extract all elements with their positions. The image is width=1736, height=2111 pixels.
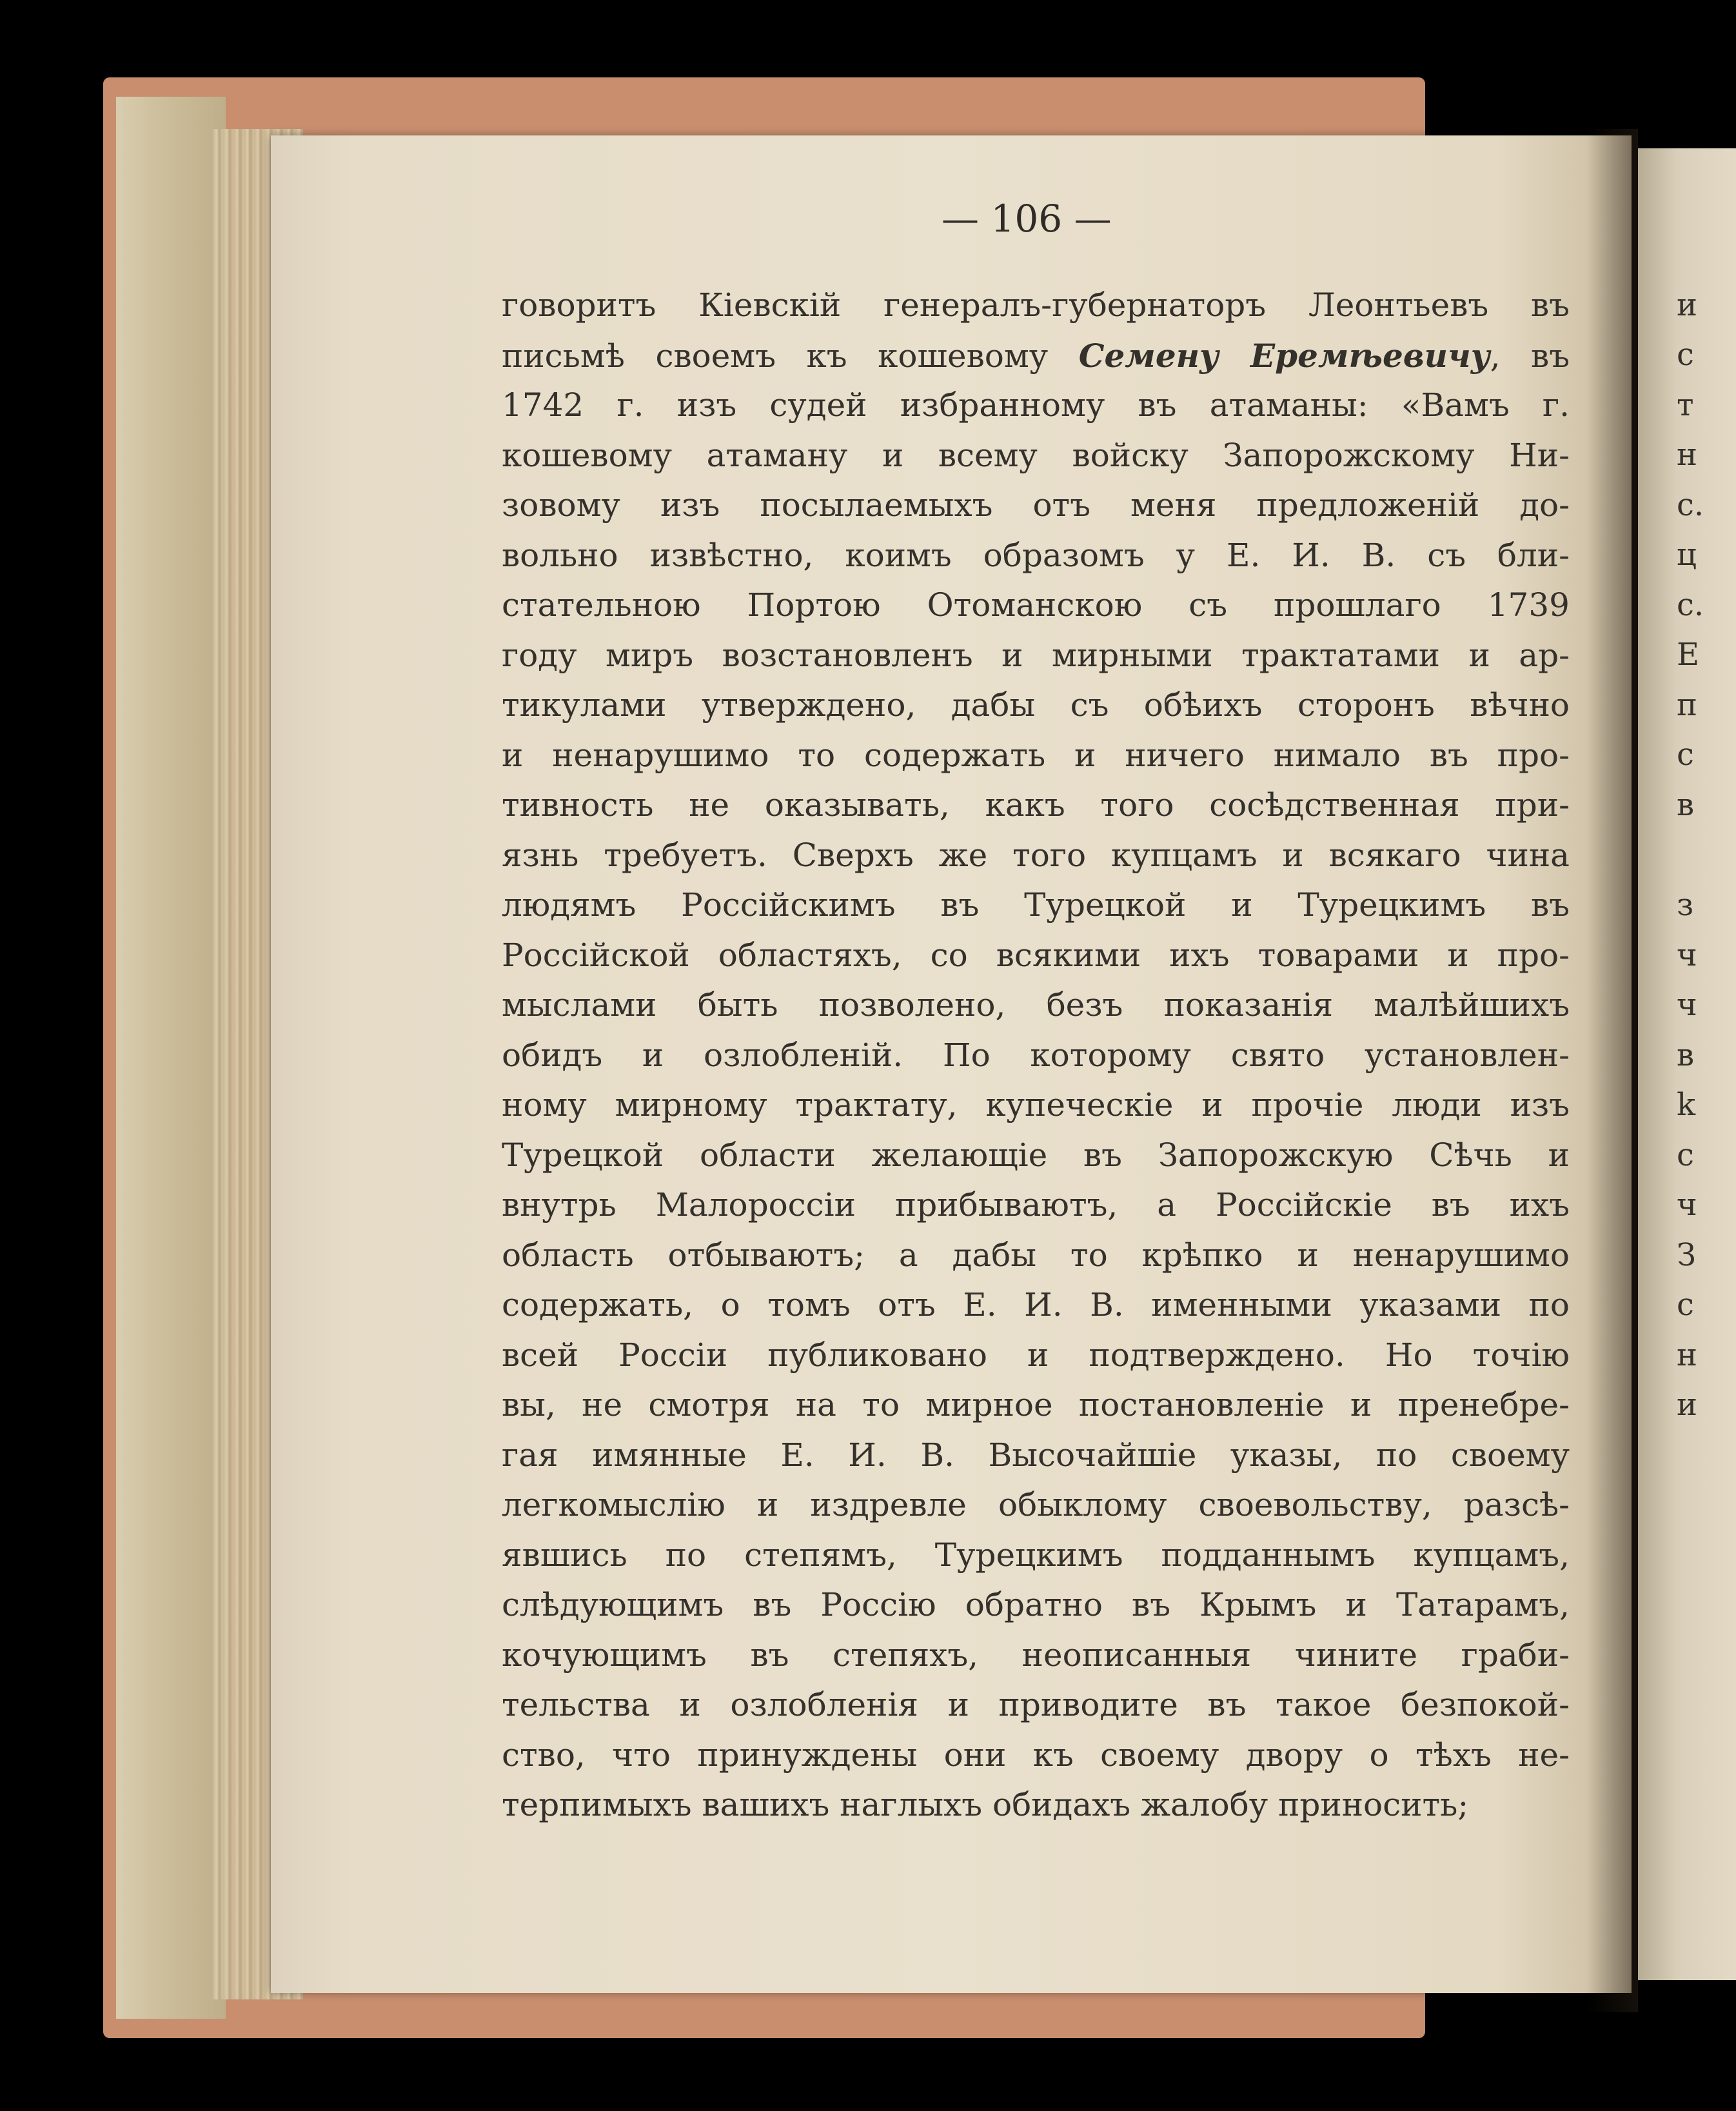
facing-page-fragment: в — [1677, 1037, 1695, 1073]
gutter-shadow — [1586, 129, 1638, 2012]
text-line: язнь требуетъ. Сверхъ же того купцамъ и всякаго чина — [502, 836, 1570, 874]
text-line: явшись по степямъ, Турецкимъ подданнымъ купцамъ, — [502, 1536, 1570, 1574]
text-line: году миръ возстановленъ и мирными трактатами и ар- — [502, 636, 1570, 674]
page-number: — 106 — — [942, 197, 1112, 241]
facing-page-fragment: з — [1677, 887, 1694, 923]
facing-page-fragment: с. — [1677, 587, 1704, 623]
text-line: ному мирному трактату, купеческіе и прочіе люди изъ — [502, 1086, 1570, 1124]
body-text — [502, 281, 1570, 1830]
text-segment: письмѣ своемъ къ кошевому — [502, 337, 1079, 375]
text-line: мыслами быть позволено, безъ показанія малѣйшихъ — [502, 986, 1570, 1024]
facing-page-fragment: н — [1677, 1337, 1697, 1373]
facing-page-fragment: ч — [1677, 937, 1697, 973]
text-line: ство, что принуждены они къ своему двору о тѣхъ не- — [502, 1736, 1570, 1774]
text-line: вольно извѣстно, коимъ образомъ у Е. И. В. съ бли- — [502, 536, 1570, 574]
text-line: слѣдующимъ въ Россію обратно въ Крымъ и Татарамъ, — [502, 1586, 1570, 1623]
text-line: тельства и озлобленія и приводите въ такое безпокой- — [502, 1686, 1570, 1723]
facing-page-fragment: н — [1677, 437, 1697, 473]
text-line: тивность не оказывать, какъ того сосѣдственная при- — [502, 786, 1570, 824]
facing-page-fragment: ч — [1677, 987, 1697, 1023]
facing-page-fragment: З — [1677, 1237, 1696, 1273]
text-line — [502, 331, 1570, 381]
facing-page-fragment: ч — [1677, 1187, 1697, 1223]
facing-page-fragment: с — [1677, 337, 1694, 373]
facing-page-fragment: и — [1677, 1387, 1697, 1423]
text-line: зовому изъ посылаемыхъ отъ меня предложеній до- — [502, 486, 1570, 524]
facing-page-fragment: ц — [1677, 537, 1697, 573]
text-line: Россійской областяхъ, со всякими ихъ товарами и про- — [502, 936, 1570, 974]
facing-page-fragment: с. — [1677, 487, 1704, 523]
facing-page-fragment: с — [1677, 1137, 1694, 1173]
text-line: гая имянные Е. И. В. Высочайшіе указы, по своему — [502, 1436, 1570, 1474]
text-line: обидъ и озлобленій. По которому свято установлен- — [502, 1036, 1570, 1074]
text-line: 1742 г. изъ судей избранному въ атаманы: «Вамъ г. — [502, 386, 1570, 424]
facing-page-fragment: и — [1677, 287, 1697, 323]
text-line: кочующимъ въ степяхъ, неописанныя чините граби- — [502, 1636, 1570, 1674]
text-line: легкомыслію и издревле обыклому своевольству, разсѣ- — [502, 1486, 1570, 1523]
book-spine-inner — [116, 97, 226, 2019]
facing-page-fragment: Е — [1677, 637, 1700, 673]
facing-page-fragment: с — [1677, 737, 1694, 773]
text-line: кошевому атаману и всему войску Запорожскому Ни- — [502, 436, 1570, 474]
text-line: и ненарушимо то содержать и ничего нимало въ про- — [502, 736, 1570, 774]
text-line: стательною Портою Отоманскою съ прошлаго 1739 — [502, 586, 1570, 624]
text-line: внутрь Малороссіи прибываютъ, а Россійскіе въ ихъ — [502, 1186, 1570, 1224]
text-line: область отбываютъ; а дабы то крѣпко и ненарушимо — [502, 1236, 1570, 1274]
italic-name: Семену Еремѣевичу — [1078, 336, 1490, 375]
text-line: всей Россіи публиковано и подтверждено. Но точію — [502, 1336, 1570, 1374]
text-line: тикулами утверждено, дабы съ обѣихъ сторонъ вѣчно — [502, 686, 1570, 724]
facing-page-fragment: п — [1677, 687, 1697, 723]
facing-page-fragment: с — [1677, 1287, 1694, 1323]
text-line: терпимыхъ вашихъ наглыхъ обидахъ жалобу приносить; — [502, 1786, 1469, 1823]
text-line: людямъ Россійскимъ въ Турецкой и Турецкимъ въ — [502, 886, 1570, 924]
facing-page-fragment: в — [1677, 787, 1695, 823]
text-line: Турецкой области желающіе въ Запорожскую Сѣчь и — [502, 1136, 1570, 1174]
text-line: вы, не смотря на то мирное постановленіе и пренебре- — [502, 1386, 1570, 1423]
text-segment: , въ — [1490, 337, 1570, 375]
text-line: содержать, о томъ отъ Е. И. В. именными указами по — [502, 1286, 1570, 1323]
text-line: говоритъ Кіевскій генералъ-губернаторъ Леонтьевъ въ — [502, 286, 1570, 324]
facing-page-fragment: т — [1677, 387, 1694, 423]
facing-page-fragment: k — [1677, 1087, 1696, 1123]
